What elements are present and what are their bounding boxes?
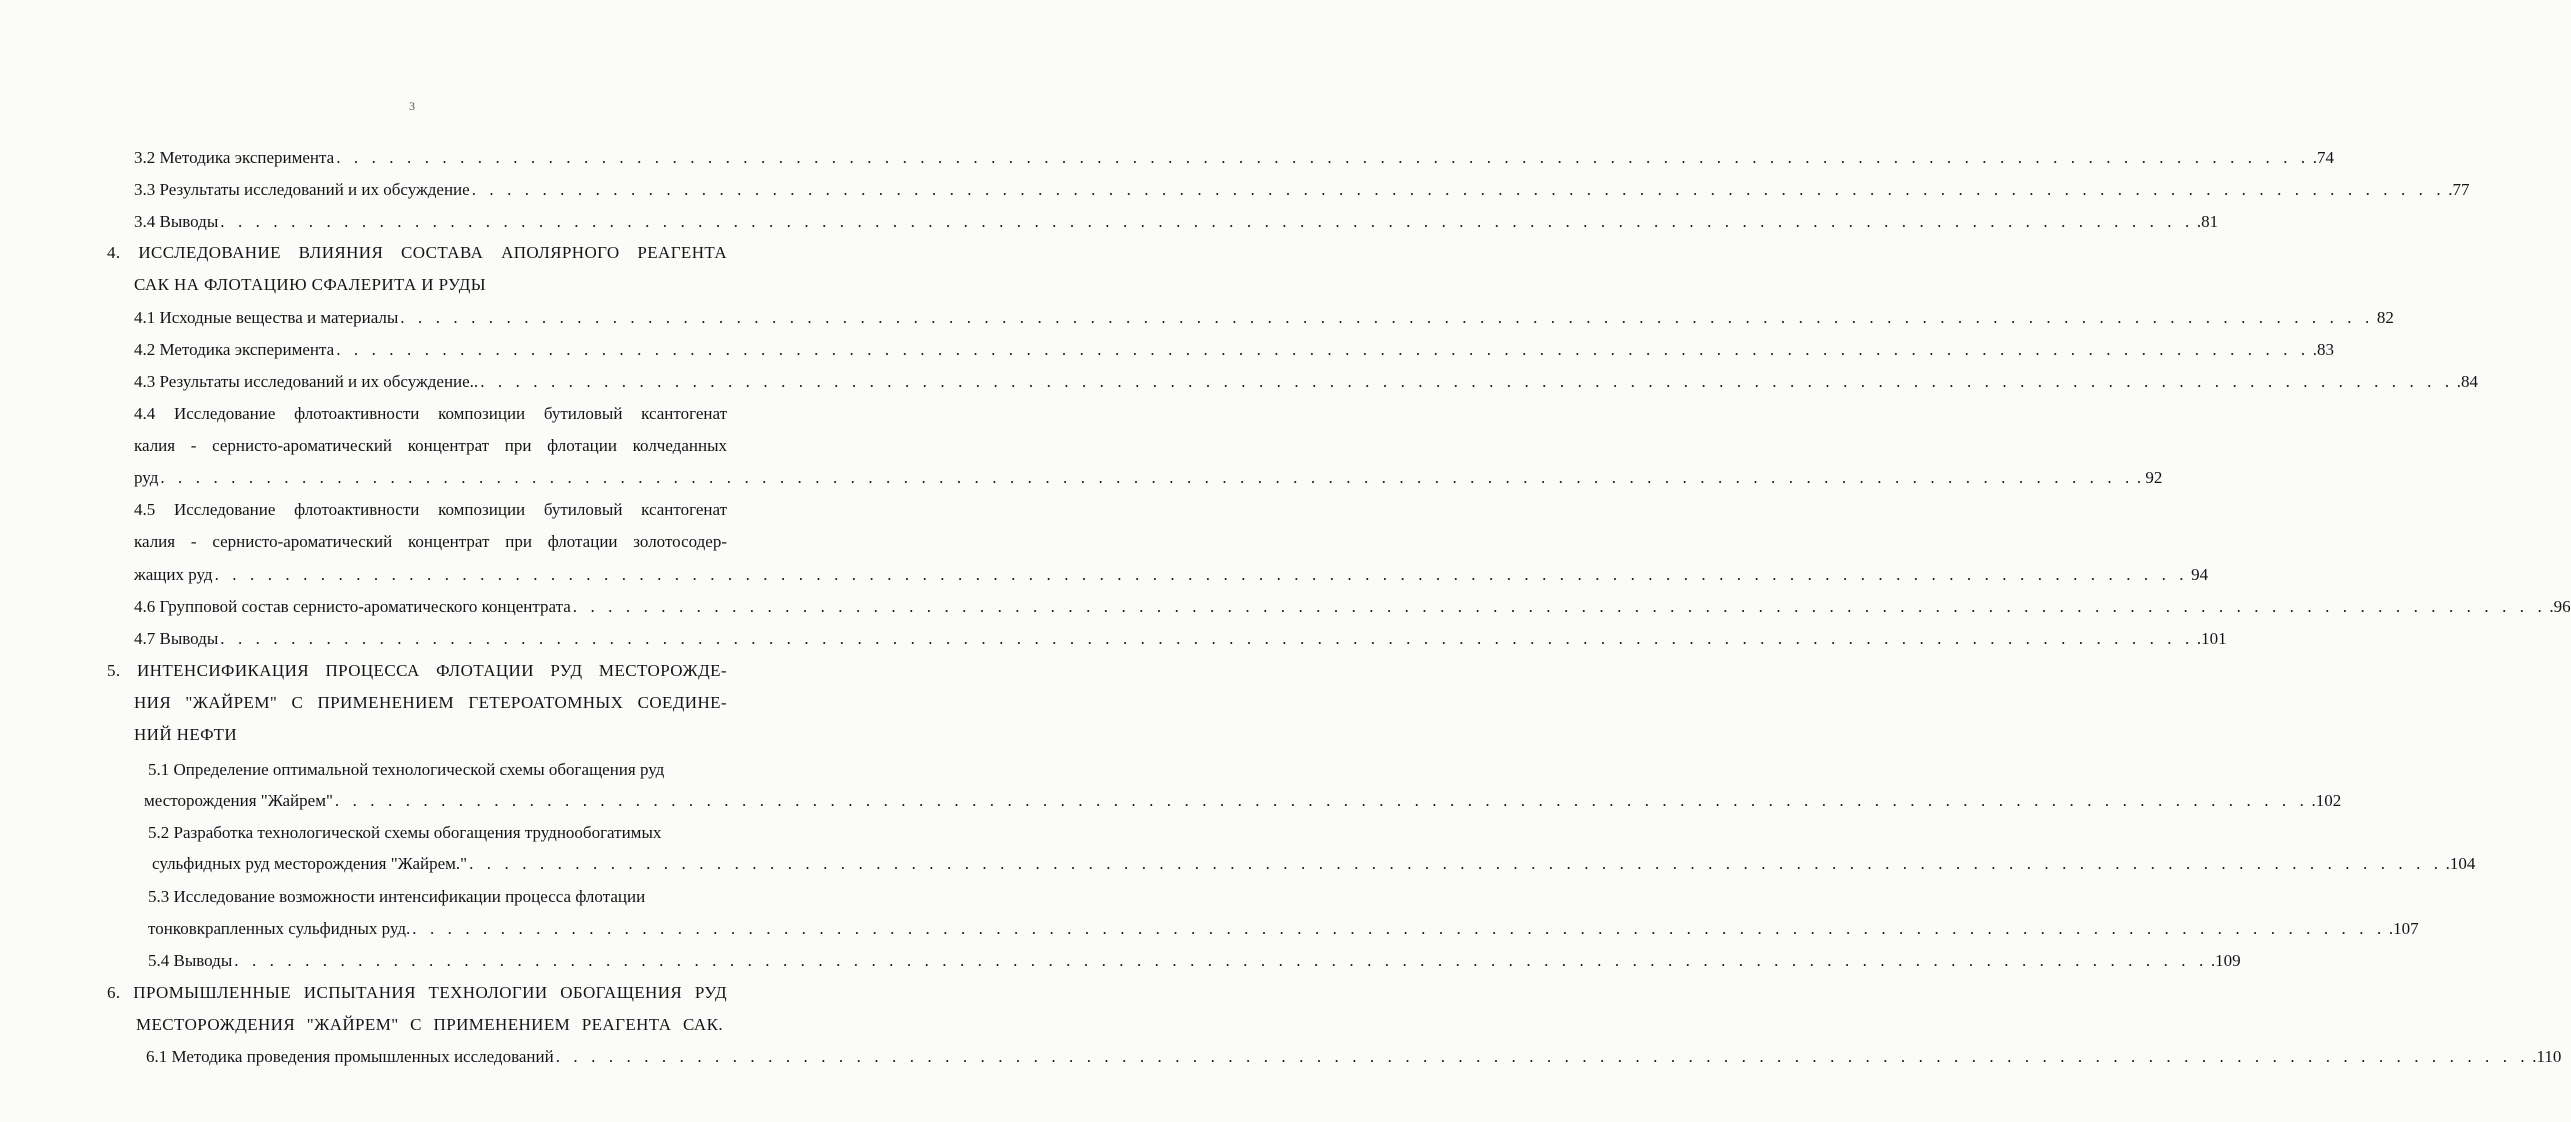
toc-entry-4-3 xyxy=(134,371,2478,393)
toc-entry-5-3 xyxy=(148,918,2419,940)
toc-entry-4-5-line-2: калия - сернисто-ароматический концентрат при флотации золотосодер- xyxy=(134,532,727,551)
toc-entry-title: 3.2 Методика эксперимента xyxy=(134,148,335,167)
chapter-6-heading-line-1: 6. ПРОМЫШЛЕННЫЕ ИСПЫТАНИЯ ТЕХНОЛОГИИ ОБОГАЩЕНИЯ РУД xyxy=(107,983,727,1002)
toc-entry-page: .109 xyxy=(2210,951,2241,970)
toc-entry-5-1-line-1: 5.1 Определение оптимальной технологической схемы обогащения руд xyxy=(148,760,665,779)
toc-entry-page: . 92 xyxy=(2136,468,2163,487)
chapter-5-heading-line-3: НИЙ НЕФТИ xyxy=(134,725,238,744)
toc-entry-title: 4.7 Выводы xyxy=(134,629,219,648)
toc-entry-4-1 xyxy=(134,307,2394,329)
toc-entry-title: тонковкрапленных сульфидных руд. xyxy=(148,919,411,938)
dot-leader: . . . . . . . . . . . . . . . . . . . . . . . . . . . . . . . . . . . . . . . . . . . . . . . . . . . . . . . . . . . . . . . . . . . . . . . . . . . . . . . . . . . . . . . . . . . . . . . . . . . . . . . . . . . . . . . . xyxy=(220,629,2194,648)
toc-entry-page: .101 xyxy=(2196,629,2227,648)
toc-entry-title: 4.2 Методика эксперимента xyxy=(134,340,335,359)
toc-entry-4-7 xyxy=(134,628,2227,650)
toc-entry-title: 5.4 Выводы xyxy=(148,951,233,970)
toc-entry-5-3-line-1: 5.3 Исследование возможности интенсификации процесса флотации xyxy=(148,887,646,906)
chapter-4-heading-line-1: 4. ИССЛЕДОВАНИЕ ВЛИЯНИЯ СОСТАВА АПОЛЯРНОГО РЕАГЕНТА xyxy=(107,243,727,262)
dot-leader: . . . . . . . . . . . . . . . . . . . . . . . . . . . . . . . . . . . . . . . . . . . . . . . . . . . . . . . . . . . . . . . . . . . . . . . . . . . . . . . . . . . . . . . . . . . . . . . . . . . . . . . . . . . . . . . . xyxy=(160,468,2134,487)
dot-leader: . . . . . . . . . . . . . . . . . . . . . . . . . . . . . . . . . . . . . . . . . . . . . . . . . . . . . . . . . . . . . . . . . . . . . . . . . . . . . . . . . . . . . . . . . . . . . . . . . . . . . . . . . . . . . . . . xyxy=(336,148,2310,167)
toc-entry-title: сульфидных руд месторождения "Жайрем." xyxy=(152,854,468,873)
dot-leader: . . . . . . . . . . . . . . . . . . . . . . . . . . . . . . . . . . . . . . . . . . . . . . . . . . . . . . . . . . . . . . . . . . . . . . . . . . . . . . . . . . . . . . . . . . . . . . . . . . . . . . . . . . . . . . . . xyxy=(214,565,2189,584)
toc-entry-page: .104 xyxy=(2445,854,2476,873)
toc-entry-title: 4.1 Исходные вещества и материалы xyxy=(134,308,399,327)
toc-entry-page: 82 xyxy=(2376,308,2394,327)
chapter-5-heading-line-2: НИЯ "ЖАЙРЕМ" С ПРИМЕНЕНИЕМ ГЕТЕРОАТОМНЫХ СОЕДИНЕ- xyxy=(134,693,727,712)
toc-entry-4-5 xyxy=(134,564,2209,586)
toc-entry-3-2 xyxy=(134,147,2335,169)
dot-leader: . . . . . . . . . . . . . . . . . . . . . . . . . . . . . . . . . . . . . . . . . . . . . . . . . . . . . . . . . . . . . . . . . . . . . . . . . . . . . . . . . . . . . . . . . . . . . . . . . . . . . . . . . . . . . . . . xyxy=(220,212,2194,231)
dot-leader: . . . . . . . . . . . . . . . . . . . . . . . . . . . . . . . . . . . . . . . . . . . . . . . . . . . . . . . . . . . . . . . . . . . . . . . . . . . . . . . . . . . . . . . . . . . . . . . . . . . . . . . . . . . . . . . . xyxy=(334,791,2309,810)
toc-entry-title: жащих руд xyxy=(134,565,213,584)
toc-entry-page: 94 xyxy=(2191,565,2209,584)
toc-entry-title: 3.4 Выводы xyxy=(134,212,219,231)
toc-entry-page: .77 xyxy=(2448,180,2470,199)
page-number: 3 xyxy=(409,99,415,113)
toc-entry-page: .110 xyxy=(2532,1047,2562,1066)
toc-entry-page: .74 xyxy=(2312,148,2335,167)
dot-leader: . . . . . . . . . . . . . . . . . . . . . . . . . . . . . . . . . . . . . . . . . . . . . . . . . . . . . . . . . . . . . . . . . . . . . . . . . . . . . . . . . . . . . . . . . . . . . . . . . . . . . . . . . . . . . . . . xyxy=(400,308,2374,327)
chapter-4-heading-line-2: САК НА ФЛОТАЦИЮ СФАЛЕРИТА И РУДЫ xyxy=(134,275,486,294)
toc-entry-title: 3.3 Результаты исследований и их обсуждение xyxy=(134,180,470,199)
toc-entry-page: .107 xyxy=(2388,919,2419,938)
toc-entry-title: 4.3 Результаты исследований и их обсуждение.. xyxy=(134,372,479,391)
toc-entry-3-4 xyxy=(134,211,2219,233)
toc-entry-6-1 xyxy=(146,1046,2562,1068)
toc-entry-4-4 xyxy=(134,467,2163,489)
dot-leader: . . . . . . . . . . . . . . . . . . . . . . . . . . . . . . . . . . . . . . . . . . . . . . . . . . . . . . . . . . . . . . . . . . . . . . . . . . . . . . . . . . . . . . . . . . . . . . . . . . . . . . . . . . . . . . . . xyxy=(412,919,2386,938)
toc-entry-title: 4.6 Групповой состав сернисто-ароматического концентрата xyxy=(134,597,571,616)
toc-entry-page: .83 xyxy=(2312,340,2335,359)
toc-entry-title: месторождения "Жайрем" xyxy=(144,791,333,810)
toc-entry-5-1 xyxy=(144,790,2342,812)
toc-entry-3-3 xyxy=(134,179,2470,201)
toc-entry-4-2 xyxy=(134,339,2335,361)
toc-entry-page: .81 xyxy=(2196,212,2219,231)
toc-entry-page: .84 xyxy=(2456,372,2478,391)
toc-entry-5-4 xyxy=(148,950,2241,972)
toc-entry-4-5-line-1: 4.5 Исследование флотоактивности композиции бутиловый ксантогенат xyxy=(134,500,727,519)
chapter-5-heading-line-1: 5. ИНТЕНСИФИКАЦИЯ ПРОЦЕССА ФЛОТАЦИИ РУД МЕСТОРОЖДЕ- xyxy=(107,661,727,680)
toc-entry-5-2-line-1: 5.2 Разработка технологической схемы обогащения труднообогатимых xyxy=(148,823,662,842)
toc-entry-title: руд xyxy=(134,468,159,487)
toc-entry-page: .96 xyxy=(2549,597,2571,616)
dot-leader: . . . . . . . . . . . . . . . . . . . . . . . . . . . . . . . . . . . . . . . . . . . . . . . . . . . . . . . . . . . . . . . . . . . . . . . . . . . . . . . . . . . . . . . . . . . . . . . . . . . . . . . . . . . . . . . . xyxy=(471,180,2446,199)
dot-leader: . . . . . . . . . . . . . . . . . . . . . . . . . . . . . . . . . . . . . . . . . . . . . . . . . . . . . . . . . . . . . . . . . . . . . . . . . . . . . . . . . . . . . . . . . . . . . . . . . . . . . . . . . . . . . . . . xyxy=(469,854,2443,873)
toc-entry-5-2 xyxy=(152,853,2476,875)
dot-leader: . . . . . . . . . . . . . . . . . . . . . . . . . . . . . . . . . . . . . . . . . . . . . . . . . . . . . . . . . . . . . . . . . . . . . . . . . . . . . . . . . . . . . . . . . . . . . . . . . . . . . . . . . . . . . . . . xyxy=(234,951,2208,970)
toc-entry-4-4-line-1: 4.4 Исследование флотоактивности композиции бутиловый ксантогенат xyxy=(134,404,727,423)
chapter-6-heading-line-2: МЕСТОРОЖДЕНИЯ "ЖАЙРЕМ" С ПРИМЕНЕНИЕМ РЕАГЕНТА САК. xyxy=(136,1015,723,1034)
dot-leader: . . . . . . . . . . . . . . . . . . . . . . . . . . . . . . . . . . . . . . . . . . . . . . . . . . . . . . . . . . . . . . . . . . . . . . . . . . . . . . . . . . . . . . . . . . . . . . . . . . . . . . . . . . . . . . . . xyxy=(555,1047,2530,1066)
toc-entry-4-4-line-2: калия - сернисто-ароматический концентрат при флотации колчеданных xyxy=(134,436,727,455)
toc-entry-page: .102 xyxy=(2311,791,2342,810)
toc-entry-title: 6.1 Методика проведения промышленных исследований xyxy=(146,1047,554,1066)
toc-entry-4-6 xyxy=(134,596,2571,618)
dot-leader: . . . . . . . . . . . . . . . . . . . . . . . . . . . . . . . . . . . . . . . . . . . . . . . . . . . . . . . . . . . . . . . . . . . . . . . . . . . . . . . . . . . . . . . . . . . . . . . . . . . . . . . . . . . . . . . . xyxy=(336,340,2310,359)
dot-leader: . . . . . . . . . . . . . . . . . . . . . . . . . . . . . . . . . . . . . . . . . . . . . . . . . . . . . . . . . . . . . . . . . . . . . . . . . . . . . . . . . . . . . . . . . . . . . . . . . . . . . . . . . . . . . . . . xyxy=(480,372,2454,391)
dot-leader: . . . . . . . . . . . . . . . . . . . . . . . . . . . . . . . . . . . . . . . . . . . . . . . . . . . . . . . . . . . . . . . . . . . . . . . . . . . . . . . . . . . . . . . . . . . . . . . . . . . . . . . . . . . . . . . . xyxy=(572,597,2547,616)
